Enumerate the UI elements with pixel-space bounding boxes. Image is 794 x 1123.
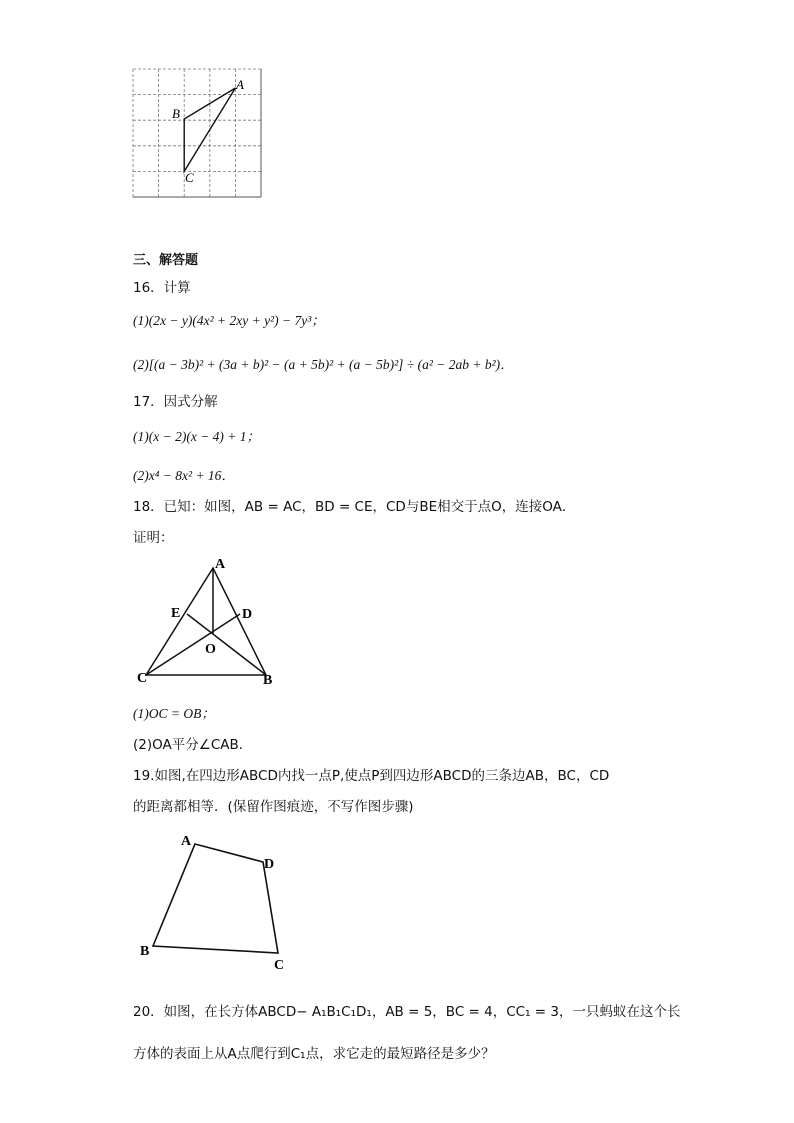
label-a: A [215, 557, 226, 572]
q17-part2: (2)x⁴ − 8x² + 16． [133, 468, 235, 483]
label-a: A [236, 77, 244, 92]
label-d: D [264, 857, 275, 872]
label-b: B [140, 944, 150, 959]
q16-part1: (1)(2x − y)(4x² + 2xy + y²) − 7y³； [133, 313, 325, 328]
q18-stem: 18．已知：如图，AB = AC，BD = CE，CD与BE相交于点O，连接OA． [133, 499, 576, 515]
q16-part2: (2)[(a − 3b)² + (3a + b)² − (a + 5b)² + (a − 5b)²] ÷ (a² − 2ab + b²)． [133, 357, 514, 372]
q19-line2: 的距离都相等．(保留作图痕迹，不写作图步骤) [133, 799, 414, 815]
label-d: D [242, 607, 253, 622]
q18-proof-label: 证明： [133, 530, 174, 546]
quadrilateral-figure [133, 828, 303, 978]
label-b: B [263, 673, 273, 688]
label-e: E [171, 606, 181, 621]
label-o: O [205, 642, 216, 657]
q18-part1: (1)OC = OB； [133, 706, 215, 721]
label-c: C [137, 671, 148, 686]
q16-title: 16．计算 [133, 280, 191, 296]
q20-line2: 方体的表面上从A点爬行到C₁点，求它走的最短路径是多少？ [133, 1046, 495, 1062]
section-heading: 三、解答题 [133, 253, 199, 268]
label-b: B [172, 106, 180, 121]
label-c: C [185, 170, 194, 185]
quadrilateral-abcd [153, 844, 278, 953]
grid-triangle-figure [128, 64, 268, 204]
label-c: C [274, 958, 285, 973]
label-a: A [181, 834, 192, 849]
triangle-cevians-figure [133, 550, 293, 690]
q17-part1: (1)(x − 2)(x − 4) + 1； [133, 429, 261, 444]
q18-part2: (2)OA平分∠CAB． [133, 737, 253, 753]
q19-line1: 19.如图,在四边形ABCD内找一点P,使点P到四边形ABCD的三条边AB，BC，CD [133, 768, 610, 784]
q17-title: 17．因式分解 [133, 394, 218, 410]
q20-line1: 20．如图，在长方体ABCD− A₁B₁C₁D₁，AB = 5，BC = 4，CC₁ = 3，一只蚂蚁在这个长 [133, 1004, 681, 1020]
